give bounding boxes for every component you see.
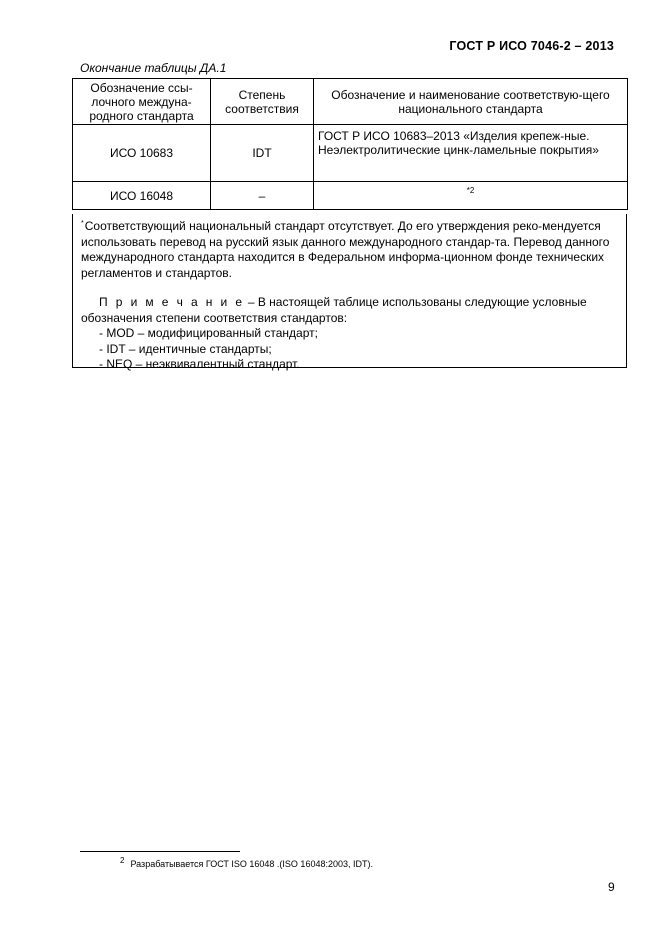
footnote-paragraph (81, 216, 618, 281)
cell-degree: IDT (211, 125, 314, 182)
page-number: 9 (608, 880, 615, 894)
list-item: - NEQ – неэквивалентный стандарт. (99, 357, 300, 371)
page-footnote (120, 856, 373, 869)
cell-ref: ИСО 16048 (73, 182, 211, 210)
correspondence-table (72, 78, 628, 210)
cell-degree: – (211, 182, 314, 210)
note-text: – В настоящей таблице использованы следующие условные обозначения степени соответствия стандартов: (81, 295, 587, 325)
table-row (73, 125, 628, 182)
header-national-standard: Обозначение и наименование соответствую-щего национального стандарта (314, 79, 628, 125)
table-footnote-block (72, 214, 627, 371)
header-degree: Степень соответствия (211, 79, 314, 125)
footnote-text: Соответствующий национальный стандарт отсутствует. До его утверждения реко-мендуется использовать перевод на русский язык данного международного стандар-та. Перевод данного международного стандарта находится в Федеральном информа-ционном фонде технических регламентов и стандартов. (81, 219, 610, 280)
footnote-divider (80, 851, 240, 852)
cell-ref: ИСО 10683 (73, 125, 211, 182)
list-item: - IDT – идентичные стандарты; (99, 341, 272, 356)
document-number: ГОСТ Р ИСО 7046-2 – 2013 (449, 39, 614, 53)
footnote-mark: * (81, 220, 84, 227)
table-header-row (73, 79, 628, 125)
page-footnote-text: Разрабатывается ГОСТ ISO 16048 .(ISO 16048:2003, IDT). (130, 859, 373, 869)
cell-national: ГОСТ Р ИСО 10683–2013 «Изделия крепеж-ные. Неэлектролитические цинк-ламельные покрытия» (314, 125, 628, 182)
cell-national: *2 (314, 182, 628, 210)
table-row (73, 182, 628, 210)
note-label: П р и м е ч а н и е (99, 295, 245, 309)
note-paragraph (81, 295, 618, 326)
page-footnote-number: 2 (120, 856, 125, 865)
list-item: - MOD – модифицированный стандарт; (99, 326, 318, 340)
header-ref-standard: Обозначение ссы-лочного междуна-родного стандарта (73, 79, 211, 125)
table-caption: Окончание таблицы ДА.1 (80, 61, 227, 75)
